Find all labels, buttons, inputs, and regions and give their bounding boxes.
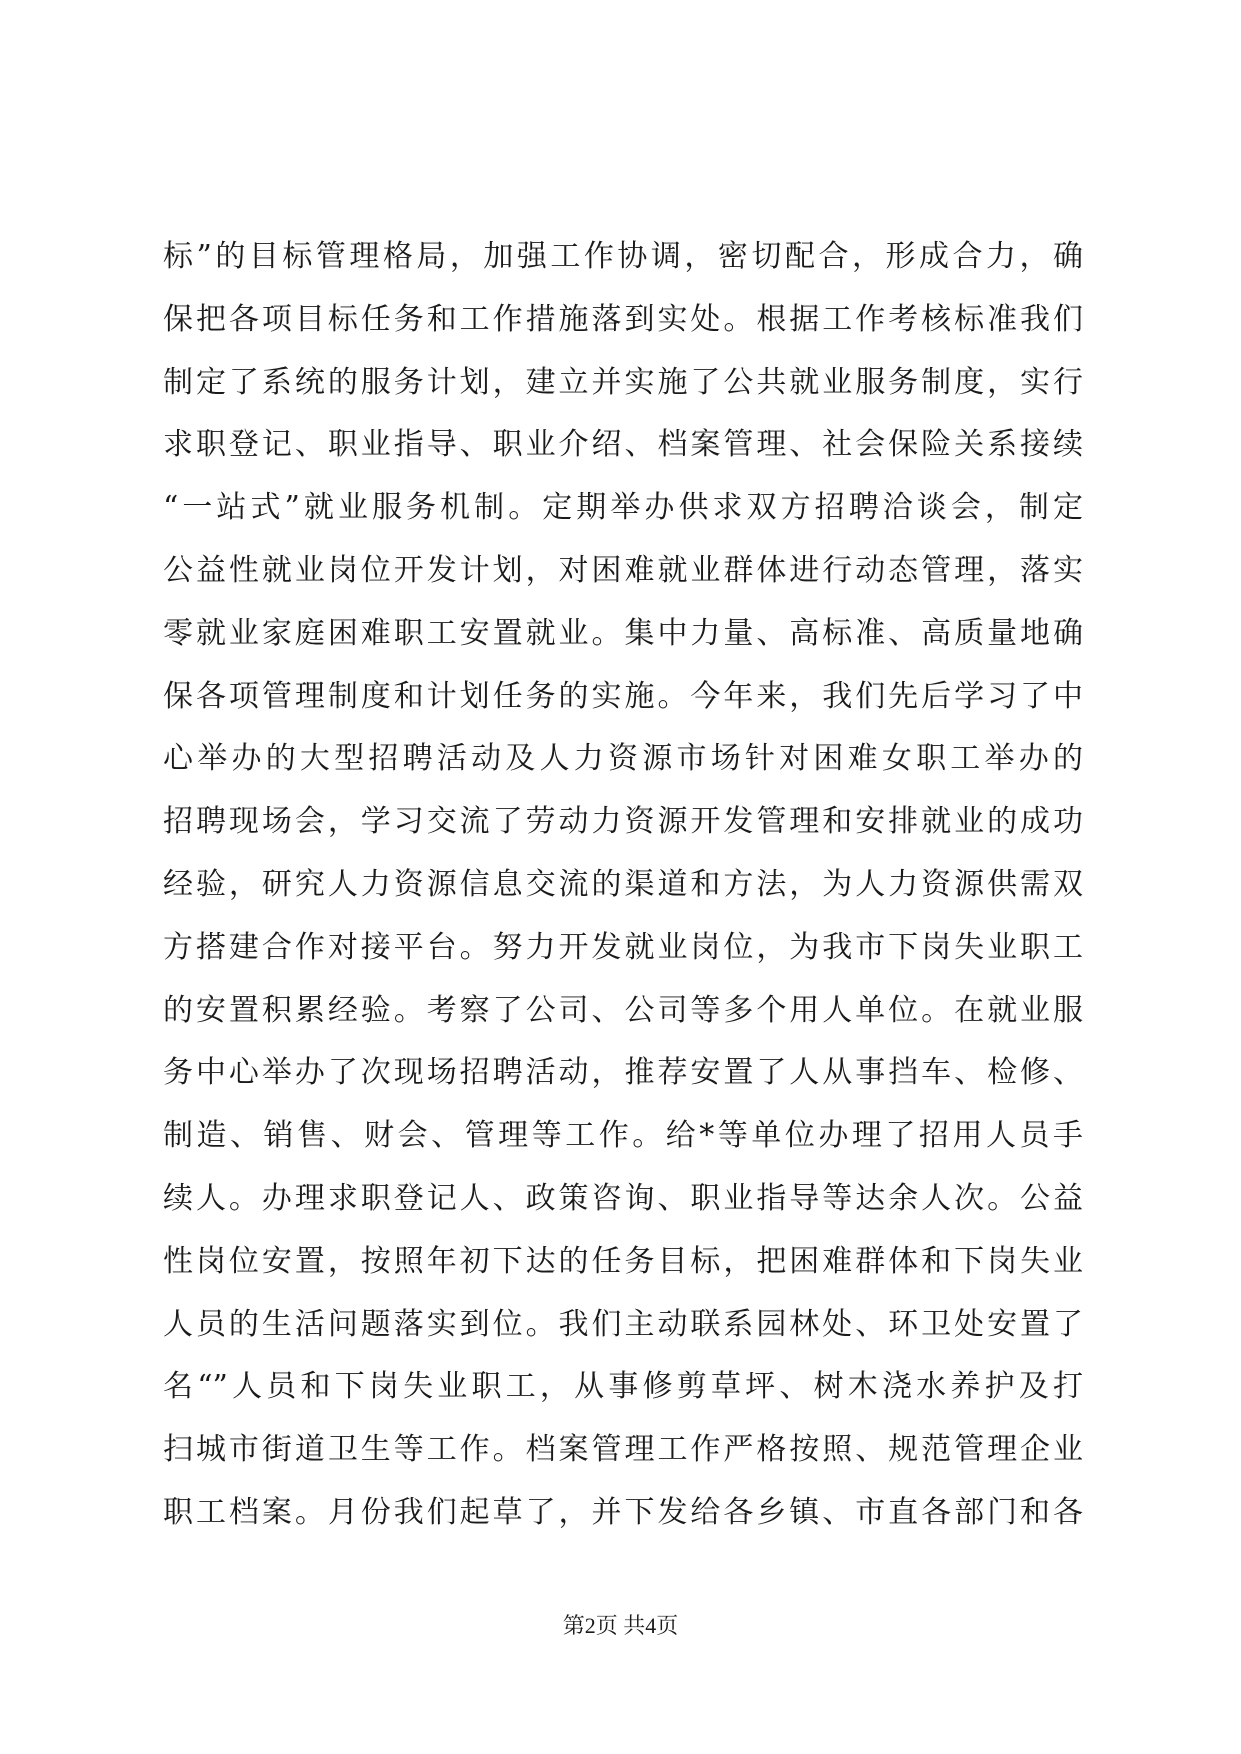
text-line: 经验，研究人力资源信息交流的渠道和方法，为人力资源供需双 <box>163 866 1083 902</box>
text-line: 心举办的大型招聘活动及人力资源市场针对困难女职工举办的 <box>163 741 1083 777</box>
text-line: 零就业家庭困难职工安置就业。集中力量、高标准、高质量地确 <box>163 615 1083 651</box>
text-line: 保各项管理制度和计划任务的实施。今年来，我们先后学习了中 <box>163 678 1083 714</box>
text-line: 招聘现场会，学习交流了劳动力资源开发管理和安排就业的成功 <box>163 804 1083 840</box>
text-line: 保把各项目标任务和工作措施落到实处。根据工作考核标准我们 <box>163 301 1083 337</box>
text-line: 务中心举办了次现场招聘活动，推荐安置了人从事挡车、检修、 <box>163 1055 1083 1091</box>
text-line: 公益性就业岗位开发计划，对困难就业群体进行动态管理，落实 <box>163 552 1083 588</box>
text-line: 续人。办理求职登记人、政策咨询、职业指导等达余人次。公益 <box>163 1180 1083 1216</box>
text-line: 性岗位安置，按照年初下达的任务目标，把困难群体和下岗失业 <box>163 1243 1083 1279</box>
page-number-footer: 第2页 共4页 <box>562 1613 679 1638</box>
text-line: 扫城市街道卫生等工作。档案管理工作严格按照、规范管理企业 <box>163 1432 1083 1468</box>
text-line: 方搭建合作对接平台。努力开发就业岗位，为我市下岗失业职工 <box>163 929 1083 965</box>
text-line: 求职登记、职业指导、职业介绍、档案管理、社会保险关系接续 <box>163 427 1083 463</box>
text-line: 的安置积累经验。考察了公司、公司等多个用人单位。在就业服 <box>163 992 1083 1028</box>
text-line: 制造、销售、财会、管理等工作。给*等单位办理了招用人员手 <box>163 1118 1083 1154</box>
text-line: 标”的目标管理格局，加强工作协调，密切配合，形成合力，确 <box>163 239 1083 274</box>
body-text <box>163 226 1083 1545</box>
text-line: 职工档案。月份我们起草了，并下发给各乡镇、市直各部门和各 <box>163 1494 1083 1530</box>
text-line: “一站式”就业服务机制。定期举办供求双方招聘洽谈会，制定 <box>163 490 1083 526</box>
text-line: 人员的生活问题落实到位。我们主动联系园林处、环卫处安置了 <box>163 1306 1083 1342</box>
text-line: 名“”人员和下岗失业职工，从事修剪草坪、树木浇水养护及打 <box>163 1369 1083 1405</box>
text-line: 制定了系统的服务计划，建立并实施了公共就业服务制度，实行 <box>163 364 1083 400</box>
